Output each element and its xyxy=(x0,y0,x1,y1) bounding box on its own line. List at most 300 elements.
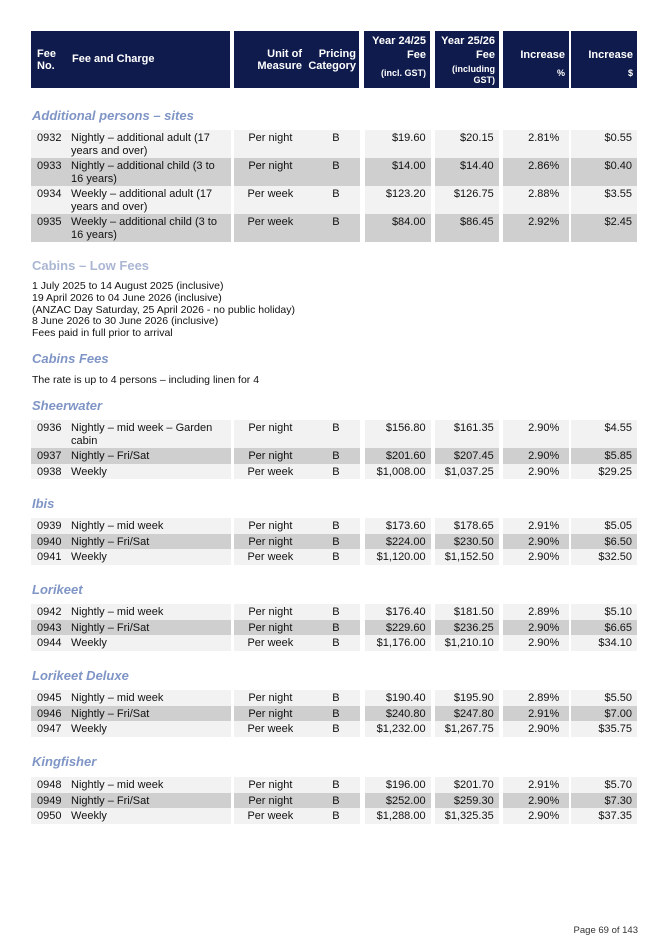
fee-2526-cell xyxy=(435,464,499,480)
pricing-category-cell xyxy=(306,604,359,620)
pricing-category-cell xyxy=(306,464,359,480)
low-fees-line: 8 June 2026 to 30 June 2026 (inclusive) xyxy=(32,315,219,328)
increase-dollar-cell-text: $35.75 xyxy=(598,723,632,735)
fee-2526-cell-text: $259.30 xyxy=(453,794,494,807)
increase-pct-cell-text: 2.88% xyxy=(528,188,560,200)
unit-of-measure-cell xyxy=(234,793,306,809)
pricing-category-cell xyxy=(306,420,359,448)
unit-of-measure-cell xyxy=(234,777,306,793)
fee-description-cell xyxy=(65,534,231,550)
fee-no-cell xyxy=(31,214,65,242)
section-title-cabins-fees: Cabins Fees xyxy=(32,351,109,366)
fee-description-cell-text: Weekly – additional child (3 to 16 years) xyxy=(71,216,217,241)
table-row xyxy=(31,448,637,464)
fee-no-cell xyxy=(31,549,65,565)
fee-2526-cell-text: $1,267.75 xyxy=(444,723,494,735)
fee-no-cell-text: 0936 xyxy=(37,422,62,434)
unit-of-measure-cell-text: Per night xyxy=(248,794,293,807)
increase-dollar-cell xyxy=(571,808,637,824)
section-title-kingfisher: Kingfisher xyxy=(32,754,97,769)
fee-no-cell xyxy=(31,448,65,464)
increase-dollar-cell xyxy=(571,186,637,214)
table-row xyxy=(31,464,637,480)
low-fees-line: Fees paid in full prior to arrival xyxy=(32,327,173,340)
fee-description-cell-text: Nightly – Fri/Sat xyxy=(71,621,150,634)
table-row xyxy=(31,620,637,636)
fee-2526-cell xyxy=(435,158,499,186)
unit-of-measure-cell-text: Per week xyxy=(247,188,294,200)
pricing-category-cell xyxy=(306,620,359,636)
table-row xyxy=(31,186,637,214)
fee-table-ibis xyxy=(31,518,637,565)
fee-2526-cell-text: $1,325.35 xyxy=(444,810,494,822)
increase-pct-cell xyxy=(503,604,569,620)
table-row xyxy=(31,130,637,158)
pricing-category-cell-text: B xyxy=(332,637,340,649)
fee-2526-cell xyxy=(435,518,499,534)
pricing-category-cell xyxy=(306,448,359,464)
fee-2526-cell xyxy=(435,186,499,214)
pricing-category-cell-text: B xyxy=(332,450,340,462)
fee-2425-cell xyxy=(365,635,431,651)
fee-no-cell-text: 0948 xyxy=(37,779,62,791)
increase-dollar-cell xyxy=(571,690,637,706)
fee-no-cell xyxy=(31,534,65,550)
fee-2425-cell xyxy=(365,549,431,565)
unit-of-measure-cell xyxy=(234,214,306,242)
fee-description-cell xyxy=(65,448,231,464)
fee-description-cell-text: Nightly – additional child (3 to 16 years) xyxy=(71,160,215,185)
fee-description-cell-text: Weekly xyxy=(71,723,107,735)
header-fee-no xyxy=(31,31,65,88)
fee-description-cell-text: Nightly – Fri/Sat xyxy=(71,794,150,807)
increase-dollar-cell-text: $32.50 xyxy=(598,551,632,563)
fee-description-cell xyxy=(65,464,231,480)
fee-2526-cell xyxy=(435,448,499,464)
increase-pct-cell xyxy=(503,448,569,464)
pricing-category-cell-text: B xyxy=(332,551,340,563)
fee-2526-cell xyxy=(435,604,499,620)
increase-dollar-cell-text: $0.55 xyxy=(604,132,632,144)
increase-pct-cell xyxy=(503,808,569,824)
fee-description-cell xyxy=(65,186,231,214)
fee-description-cell-text: Weekly xyxy=(71,637,107,649)
increase-dollar-cell-text: $5.70 xyxy=(604,779,632,791)
fee-2526-cell-text: $1,037.25 xyxy=(444,465,494,478)
fee-2425-cell xyxy=(365,777,431,793)
unit-of-measure-cell xyxy=(234,420,306,448)
increase-dollar-cell xyxy=(571,130,637,158)
increase-dollar-cell xyxy=(571,793,637,809)
pricing-category-cell xyxy=(306,186,359,214)
fee-2425-cell-text: $190.40 xyxy=(385,692,426,704)
unit-of-measure-cell xyxy=(234,604,306,620)
fee-2425-cell xyxy=(365,518,431,534)
fee-description-cell xyxy=(65,808,231,824)
increase-pct-cell xyxy=(503,721,569,737)
fee-description-cell-text: Nightly – Fri/Sat xyxy=(71,535,150,548)
fee-description-cell xyxy=(65,604,231,620)
fee-2425-cell-text: $1,176.00 xyxy=(376,637,426,649)
fee-description-cell-text: Nightly – mid week xyxy=(71,779,164,791)
fee-no-cell xyxy=(31,518,65,534)
header-increase-pct: Increase % xyxy=(503,31,569,88)
unit-of-measure-cell-text: Per night xyxy=(248,422,293,434)
unit-of-measure-cell-text: Per week xyxy=(247,637,294,649)
increase-pct-cell-text: 2.90% xyxy=(528,450,560,462)
fee-no-cell xyxy=(31,690,65,706)
increase-dollar-cell-text: $5.10 xyxy=(604,606,632,618)
increase-pct-cell xyxy=(503,534,569,550)
unit-of-measure-cell-text: Per week xyxy=(247,723,294,735)
header-fee-no-line1: Fee xyxy=(37,48,56,60)
increase-pct-cell xyxy=(503,777,569,793)
unit-of-measure-cell xyxy=(234,186,306,214)
fee-description-cell xyxy=(65,721,231,737)
pricing-category-cell xyxy=(306,158,359,186)
fee-description-cell xyxy=(65,420,231,448)
pricing-category-cell xyxy=(306,214,359,242)
fee-2425-cell xyxy=(365,706,431,722)
table-row xyxy=(31,214,637,242)
unit-of-measure-cell-text: Per night xyxy=(248,621,293,634)
table-row xyxy=(31,420,637,448)
fee-description-cell xyxy=(65,777,231,793)
pricing-category-cell-text: B xyxy=(332,794,340,807)
increase-dollar-cell xyxy=(571,635,637,651)
increase-pct-cell-text: 2.90% xyxy=(528,810,560,822)
fee-no-cell-text: 0938 xyxy=(37,465,62,478)
unit-of-measure-cell-text: Per week xyxy=(247,216,294,228)
fee-no-cell-text: 0945 xyxy=(37,692,62,704)
section-title-additional-persons: Additional persons – sites xyxy=(32,108,194,123)
section-title-sheerwater: Sheerwater xyxy=(32,398,103,413)
table-row xyxy=(31,808,637,824)
increase-dollar-cell xyxy=(571,420,637,448)
pricing-category-cell-text: B xyxy=(332,132,340,144)
fee-2526-cell-text: $207.45 xyxy=(453,450,494,462)
increase-pct-cell xyxy=(503,214,569,242)
increase-pct-cell xyxy=(503,793,569,809)
increase-pct-cell xyxy=(503,690,569,706)
fee-2526-cell xyxy=(435,690,499,706)
fee-2425-cell-text: $14.00 xyxy=(391,160,426,172)
fee-no-cell xyxy=(31,158,65,186)
pricing-category-cell xyxy=(306,549,359,565)
pricing-category-cell-text: B xyxy=(332,723,340,735)
increase-dollar-cell xyxy=(571,721,637,737)
table-header xyxy=(31,31,637,88)
fee-2526-cell-text: $1,152.50 xyxy=(444,551,494,563)
pricing-category-cell xyxy=(306,690,359,706)
fee-2526-cell-text: $247.80 xyxy=(453,707,494,720)
header-pricing-category: Pricing Category xyxy=(306,31,359,88)
increase-pct-cell xyxy=(503,158,569,186)
table-row xyxy=(31,549,637,565)
increase-pct-cell-text: 2.81% xyxy=(528,132,560,144)
fee-description-cell-text: Weekly – additional adult (17 years and over) xyxy=(71,188,213,213)
fee-2425-cell-text: $196.00 xyxy=(385,779,426,791)
fee-2425-cell-text: $176.40 xyxy=(385,606,426,618)
pricing-category-cell-text: B xyxy=(332,465,340,478)
table-row xyxy=(31,690,637,706)
fee-2425-cell-text: $84.00 xyxy=(391,216,426,228)
pricing-category-cell xyxy=(306,534,359,550)
unit-of-measure-cell-text: Per night xyxy=(248,606,293,618)
increase-dollar-cell-text: $29.25 xyxy=(598,465,632,478)
increase-dollar-cell xyxy=(571,448,637,464)
low-fees-periods xyxy=(32,281,295,340)
increase-pct-cell xyxy=(503,518,569,534)
fee-2526-cell-text: $181.50 xyxy=(453,606,494,618)
unit-of-measure-cell xyxy=(234,130,306,158)
unit-of-measure-cell xyxy=(234,534,306,550)
fee-2526-cell xyxy=(435,777,499,793)
fee-description-cell xyxy=(65,214,231,242)
fee-2425-cell-text: $1,120.00 xyxy=(376,551,426,563)
fee-2526-cell xyxy=(435,130,499,158)
fee-2526-cell xyxy=(435,635,499,651)
increase-pct-cell xyxy=(503,130,569,158)
section-title-ibis: Ibis xyxy=(32,496,55,511)
page-number: Page 69 of 143 xyxy=(573,925,638,936)
fee-2425-cell-text: $224.00 xyxy=(385,535,426,548)
fee-description-cell xyxy=(65,130,231,158)
fee-description-cell-text: Nightly – Fri/Sat xyxy=(71,450,150,462)
fee-description-cell-text: Nightly – additional adult (17 years and over) xyxy=(71,132,210,157)
fee-no-cell-text: 0939 xyxy=(37,520,62,532)
fee-no-cell-text: 0950 xyxy=(37,810,62,822)
fee-description-cell xyxy=(65,158,231,186)
increase-pct-cell xyxy=(503,420,569,448)
fee-table-sheerwater xyxy=(31,420,637,479)
table-row xyxy=(31,777,637,793)
fee-no-cell-text: 0932 xyxy=(37,132,62,144)
fee-table-lorikeet-deluxe xyxy=(31,690,637,737)
increase-dollar-cell xyxy=(571,706,637,722)
fee-table-lorikeet xyxy=(31,604,637,651)
fee-2425-cell-text: $19.60 xyxy=(391,132,426,144)
increase-pct-cell-text: 2.90% xyxy=(528,551,560,563)
increase-dollar-cell-text: $5.05 xyxy=(604,520,632,532)
fee-2526-cell xyxy=(435,808,499,824)
pricing-category-cell xyxy=(306,808,359,824)
header-year-2425: Year 24/25 Fee (incl. GST) xyxy=(364,31,430,88)
fee-no-cell xyxy=(31,620,65,636)
fee-2425-cell-text: $1,288.00 xyxy=(376,810,426,822)
header-fee-no-line2: No. xyxy=(37,60,55,72)
fee-no-cell-text: 0935 xyxy=(37,216,62,228)
unit-of-measure-cell-text: Per week xyxy=(247,551,294,563)
fee-2425-cell xyxy=(365,214,431,242)
section-title-cabins-low-fees: Cabins – Low Fees xyxy=(32,258,150,273)
table-row xyxy=(31,706,637,722)
increase-pct-cell-text: 2.90% xyxy=(528,422,560,434)
low-fees-line: 1 July 2025 to 14 August 2025 (inclusive) xyxy=(32,280,224,292)
fee-description-cell-text: Weekly xyxy=(71,465,107,478)
unit-of-measure-cell xyxy=(234,706,306,722)
increase-pct-cell-text: 2.90% xyxy=(528,637,560,649)
fee-2526-cell xyxy=(435,534,499,550)
pricing-category-cell-text: B xyxy=(332,160,340,172)
increase-dollar-cell xyxy=(571,549,637,565)
increase-pct-cell-text: 2.90% xyxy=(528,465,560,478)
fee-2526-cell xyxy=(435,706,499,722)
increase-pct-cell xyxy=(503,464,569,480)
section-title-lorikeet: Lorikeet xyxy=(32,582,83,597)
fee-no-cell-text: 0937 xyxy=(37,450,62,462)
increase-pct-cell xyxy=(503,706,569,722)
increase-dollar-cell xyxy=(571,214,637,242)
increase-pct-cell-text: 2.91% xyxy=(528,779,560,791)
fee-description-cell xyxy=(65,690,231,706)
increase-dollar-cell-text: $2.45 xyxy=(604,216,632,228)
fee-description-cell-text: Nightly – mid week – Garden cabin xyxy=(71,422,213,447)
increase-dollar-cell-text: $3.55 xyxy=(604,188,632,200)
fee-2425-cell-text: $173.60 xyxy=(385,520,426,532)
fee-description-cell-text: Nightly – mid week xyxy=(71,692,164,704)
increase-pct-cell-text: 2.90% xyxy=(528,723,560,735)
increase-pct-cell-text: 2.90% xyxy=(528,535,560,548)
low-fees-line: 19 April 2026 to 04 June 2026 (inclusive) xyxy=(32,291,222,304)
pricing-category-cell xyxy=(306,130,359,158)
fee-no-cell xyxy=(31,130,65,158)
increase-dollar-cell-text: $0.40 xyxy=(604,160,632,172)
fee-no-cell-text: 0933 xyxy=(37,160,62,172)
increase-dollar-cell-text: $5.50 xyxy=(604,692,632,704)
fee-no-cell xyxy=(31,777,65,793)
pricing-category-cell xyxy=(306,635,359,651)
unit-of-measure-cell-text: Per night xyxy=(248,160,293,172)
unit-of-measure-cell-text: Per night xyxy=(248,535,293,548)
pricing-category-cell-text: B xyxy=(332,707,340,720)
fee-2425-cell-text: $123.20 xyxy=(385,188,426,200)
header-year-2526: Year 25/26 Fee (including GST) xyxy=(435,31,499,88)
fee-2425-cell xyxy=(365,721,431,737)
fee-no-cell xyxy=(31,604,65,620)
header-fee-and-charge: Fee and Charge xyxy=(65,31,230,88)
increase-dollar-cell xyxy=(571,777,637,793)
header-increase-dollar: Increase $ xyxy=(571,31,637,88)
fee-no-cell-text: 0941 xyxy=(37,551,62,563)
fee-table-kingfisher xyxy=(31,777,637,824)
fee-no-cell-text: 0934 xyxy=(37,188,62,200)
unit-of-measure-cell-text: Per night xyxy=(248,692,293,704)
pricing-category-cell xyxy=(306,777,359,793)
fee-description-cell xyxy=(65,518,231,534)
increase-dollar-cell xyxy=(571,158,637,186)
increase-pct-cell xyxy=(503,635,569,651)
fee-description-cell xyxy=(65,793,231,809)
table-row xyxy=(31,534,637,550)
unit-of-measure-cell-text: Per night xyxy=(248,450,293,462)
fee-2425-cell-text: $1,232.00 xyxy=(376,723,426,735)
fee-2425-cell xyxy=(365,793,431,809)
fee-2425-cell xyxy=(365,158,431,186)
pricing-category-cell-text: B xyxy=(332,621,340,634)
fee-2526-cell xyxy=(435,549,499,565)
pricing-category-cell-text: B xyxy=(332,779,340,791)
fee-2425-cell-text: $1,008.00 xyxy=(376,465,426,478)
fee-no-cell-text: 0940 xyxy=(37,535,62,548)
fee-2425-cell-text: $201.60 xyxy=(385,450,426,462)
increase-dollar-cell xyxy=(571,518,637,534)
unit-of-measure-cell xyxy=(234,690,306,706)
fee-2526-cell-text: $195.90 xyxy=(453,692,494,704)
table-row xyxy=(31,793,637,809)
unit-of-measure-cell xyxy=(234,464,306,480)
fee-2425-cell xyxy=(365,464,431,480)
fee-2526-cell-text: $126.75 xyxy=(453,188,494,200)
pricing-category-cell-text: B xyxy=(332,535,340,548)
fee-no-cell xyxy=(31,808,65,824)
increase-dollar-cell-text: $6.50 xyxy=(604,535,632,548)
fee-no-cell-text: 0943 xyxy=(37,621,62,634)
fee-2425-cell xyxy=(365,620,431,636)
increase-dollar-cell-text: $4.55 xyxy=(604,422,632,434)
increase-pct-cell-text: 2.86% xyxy=(528,160,560,172)
fee-no-cell-text: 0949 xyxy=(37,794,62,807)
header-unit-of-measure: Unit of Measure xyxy=(234,31,306,88)
fee-2526-cell xyxy=(435,214,499,242)
increase-pct-cell-text: 2.91% xyxy=(528,707,560,720)
increase-pct-cell-text: 2.92% xyxy=(528,216,560,228)
fee-no-cell xyxy=(31,464,65,480)
pricing-category-cell-text: B xyxy=(332,810,340,822)
fee-2526-cell xyxy=(435,620,499,636)
unit-of-measure-cell-text: Per night xyxy=(248,132,293,144)
fee-description-cell-text: Nightly – mid week xyxy=(71,520,164,532)
increase-dollar-cell xyxy=(571,534,637,550)
unit-of-measure-cell xyxy=(234,158,306,186)
fee-2526-cell xyxy=(435,721,499,737)
fee-2425-cell-text: $156.80 xyxy=(385,422,426,434)
fee-no-cell xyxy=(31,186,65,214)
pricing-category-cell xyxy=(306,793,359,809)
fee-2425-cell-text: $252.00 xyxy=(385,794,426,807)
fee-description-cell-text: Nightly – Fri/Sat xyxy=(71,707,150,720)
increase-pct-cell-text: 2.89% xyxy=(528,606,560,618)
fee-table-additional-persons xyxy=(31,130,637,242)
fee-2425-cell xyxy=(365,130,431,158)
increase-dollar-cell-text: $7.30 xyxy=(604,794,632,807)
pricing-category-cell-text: B xyxy=(332,422,340,434)
fee-2526-cell-text: $1,210.10 xyxy=(444,637,494,649)
increase-pct-cell-text: 2.90% xyxy=(528,621,560,634)
unit-of-measure-cell-text: Per night xyxy=(248,707,293,720)
increase-pct-cell-text: 2.90% xyxy=(528,794,560,807)
table-row xyxy=(31,158,637,186)
fee-no-cell-text: 0946 xyxy=(37,707,62,720)
unit-of-measure-cell xyxy=(234,620,306,636)
fee-2526-cell-text: $236.25 xyxy=(453,621,494,634)
fee-no-cell-text: 0947 xyxy=(37,723,62,735)
unit-of-measure-cell-text: Per week xyxy=(247,465,294,478)
unit-of-measure-cell xyxy=(234,518,306,534)
fee-2425-cell-text: $240.80 xyxy=(385,707,426,720)
fee-2425-cell xyxy=(365,420,431,448)
increase-dollar-cell-text: $7.00 xyxy=(604,707,632,720)
pricing-category-cell-text: B xyxy=(332,692,340,704)
low-fees-line: (ANZAC Day Saturday, 25 April 2026 - no public holiday) xyxy=(32,303,296,316)
fee-2425-cell xyxy=(365,448,431,464)
pricing-category-cell xyxy=(306,706,359,722)
unit-of-measure-cell-text: Per week xyxy=(247,810,294,822)
fee-no-cell xyxy=(31,635,65,651)
pricing-category-cell xyxy=(306,721,359,737)
table-row xyxy=(31,635,637,651)
increase-pct-cell xyxy=(503,620,569,636)
